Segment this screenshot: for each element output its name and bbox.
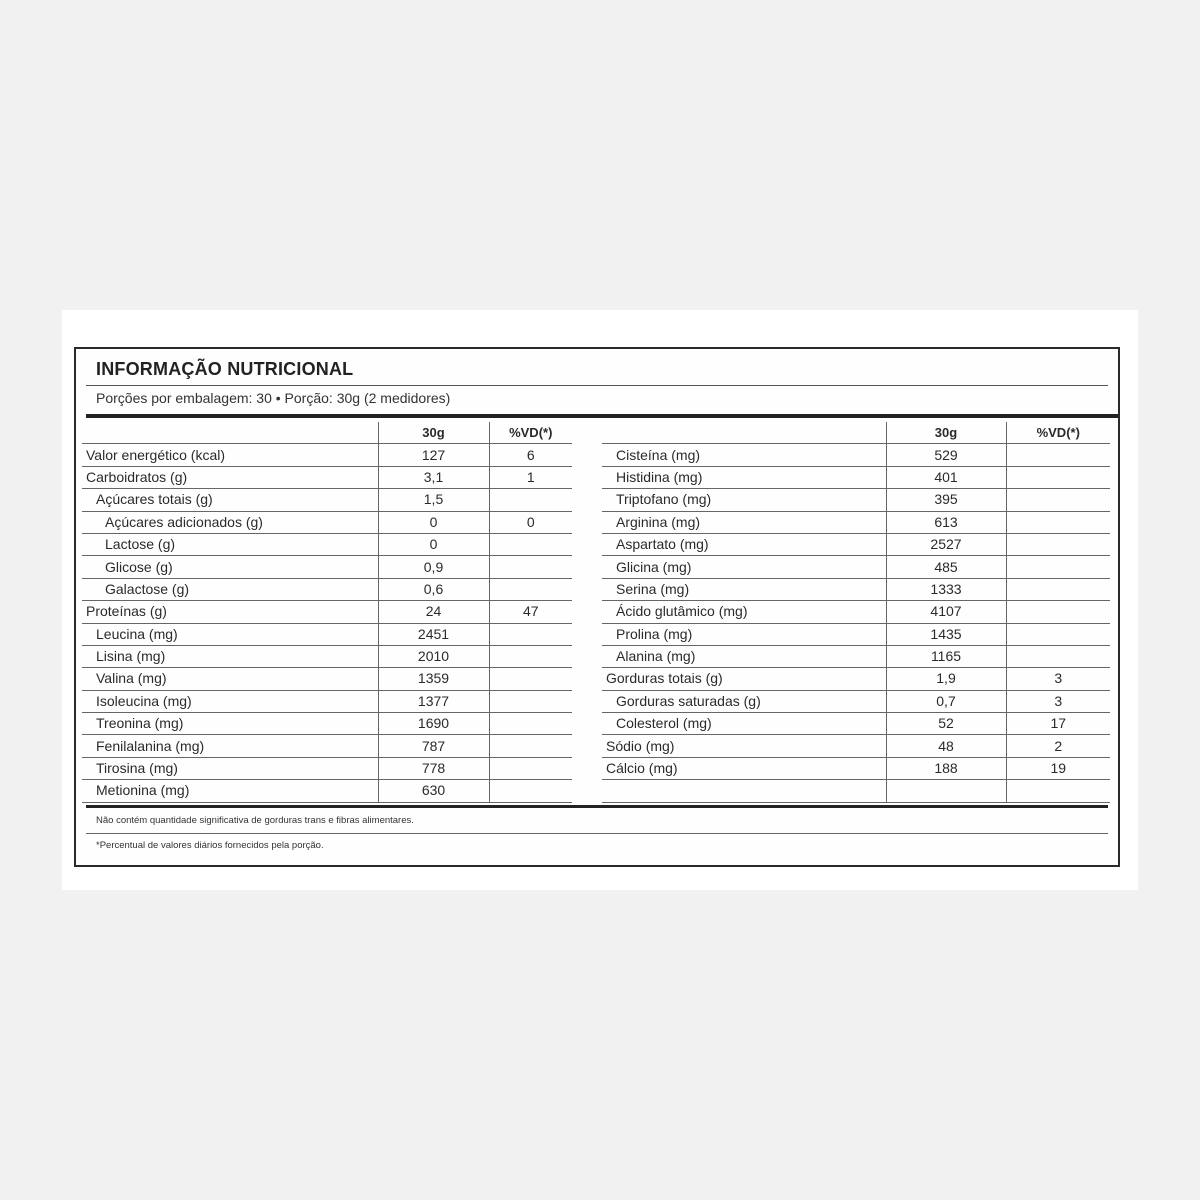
table-row (82, 757, 572, 779)
nutrient-name (602, 780, 886, 802)
nutrient-name: Carboidratos (g) (82, 466, 378, 488)
nutrient-amount: 48 (886, 735, 1006, 757)
nutrient-name: Cálcio (mg) (602, 757, 886, 779)
nutrient-name: Açúcares totais (g) (82, 489, 378, 511)
nutrient-dv: 19 (1006, 757, 1110, 779)
amount-column-header: 30g (886, 422, 1006, 444)
nutrient-dv: 1 (489, 466, 572, 488)
nutrient-dv: 0 (489, 511, 572, 533)
nutrient-amount: 2010 (378, 645, 489, 667)
table-row (602, 668, 1110, 690)
portion-info: Porções por embalagem: 30 • Porção: 30g (2 medidores) (96, 390, 451, 406)
nutrient-amount: 3,1 (378, 466, 489, 488)
nutrient-name: Gorduras saturadas (g) (602, 690, 886, 712)
table-row (82, 533, 572, 555)
nutrient-table-right (602, 422, 1110, 803)
label-title: INFORMAÇÃO NUTRICIONAL (96, 359, 354, 379)
nutrient-amount: 0 (378, 511, 489, 533)
table-row (82, 780, 572, 802)
nutrient-amount: 395 (886, 489, 1006, 511)
nutrient-amount (886, 780, 1006, 802)
nutrient-amount: 2451 (378, 623, 489, 645)
amount-column-header: 30g (378, 422, 489, 444)
nutrient-name: Galactose (g) (82, 578, 378, 600)
nutrient-dv (489, 533, 572, 555)
table-row (602, 444, 1110, 466)
nutrient-amount: 1165 (886, 645, 1006, 667)
nutrient-amount: 4107 (886, 601, 1006, 623)
nutrient-dv (1006, 780, 1110, 802)
nutrient-dv (1006, 578, 1110, 600)
nutrient-amount: 630 (378, 780, 489, 802)
nutrient-amount: 485 (886, 556, 1006, 578)
nutrient-dv (489, 735, 572, 757)
nutrient-dv (1006, 489, 1110, 511)
nutrient-dv (489, 645, 572, 667)
table-row (602, 533, 1110, 555)
nutrient-name: Treonina (mg) (82, 713, 378, 735)
nutrient-amount: 1435 (886, 623, 1006, 645)
table-row (602, 735, 1110, 757)
nutrient-name: Triptofano (mg) (602, 489, 886, 511)
nutrient-amount: 127 (378, 444, 489, 466)
nutrient-name: Ácido glutâmico (mg) (602, 601, 886, 623)
table-row (602, 511, 1110, 533)
table-row (602, 757, 1110, 779)
nutrient-dv (489, 623, 572, 645)
nutrient-dv (489, 690, 572, 712)
nutrient-name: Glicose (g) (82, 556, 378, 578)
nutrient-amount: 24 (378, 601, 489, 623)
nutrient-amount: 613 (886, 511, 1006, 533)
nutrient-dv (1006, 645, 1110, 667)
nutrient-amount: 401 (886, 466, 1006, 488)
nutrient-name: Arginina (mg) (602, 511, 886, 533)
nutrient-amount: 1,5 (378, 489, 489, 511)
table-row (602, 780, 1110, 802)
nutrient-dv (489, 489, 572, 511)
dv-column-header: %VD(*) (1006, 422, 1110, 444)
nutrient-dv (489, 668, 572, 690)
nutrient-name: Lisina (mg) (82, 645, 378, 667)
nutrient-dv: 3 (1006, 668, 1110, 690)
nutrient-amount: 52 (886, 713, 1006, 735)
table-row (602, 556, 1110, 578)
nutrient-name: Alanina (mg) (602, 645, 886, 667)
nutrient-name: Histidina (mg) (602, 466, 886, 488)
nutrient-dv (489, 757, 572, 779)
nutrient-dv (489, 780, 572, 802)
table-row (602, 466, 1110, 488)
table-row (82, 466, 572, 488)
nutrient-name: Tirosina (mg) (82, 757, 378, 779)
nutrient-column-header (82, 422, 378, 444)
nutrient-name: Cisteína (mg) (602, 444, 886, 466)
nutrient-dv (1006, 511, 1110, 533)
nutrient-name: Prolina (mg) (602, 623, 886, 645)
nutrient-dv (1006, 533, 1110, 555)
nutrient-dv (489, 713, 572, 735)
table-row (602, 578, 1110, 600)
nutrient-dv: 47 (489, 601, 572, 623)
nutrient-dv (1006, 444, 1110, 466)
nutrient-dv (489, 578, 572, 600)
nutrient-name: Glicina (mg) (602, 556, 886, 578)
dv-column-header: %VD(*) (489, 422, 572, 444)
table-header-row (602, 422, 1110, 444)
table-row (82, 690, 572, 712)
table-row (82, 444, 572, 466)
footnote-divider (86, 833, 1108, 834)
table-row (602, 690, 1110, 712)
table-row (82, 578, 572, 600)
nutrient-name: Açúcares adicionados (g) (82, 511, 378, 533)
table-row (82, 601, 572, 623)
nutrient-name: Sódio (mg) (602, 735, 886, 757)
nutrient-table-left (82, 422, 572, 803)
nutrient-name: Isoleucina (mg) (82, 690, 378, 712)
nutrient-dv (1006, 601, 1110, 623)
nutrient-amount: 0,9 (378, 556, 489, 578)
nutrient-amount: 0,6 (378, 578, 489, 600)
nutrient-name: Serina (mg) (602, 578, 886, 600)
nutrient-amount: 1377 (378, 690, 489, 712)
nutrient-amount: 1690 (378, 713, 489, 735)
nutrient-name: Valina (mg) (82, 668, 378, 690)
nutrient-dv: 6 (489, 444, 572, 466)
title-divider (86, 385, 1108, 386)
bottom-divider (86, 805, 1108, 808)
nutrient-dv (1006, 556, 1110, 578)
nutrient-name: Colesterol (mg) (602, 713, 886, 735)
nutrition-label (74, 347, 1120, 867)
nutrient-amount: 188 (886, 757, 1006, 779)
nutrient-dv (1006, 623, 1110, 645)
thick-divider (86, 414, 1118, 418)
nutrient-amount: 1,9 (886, 668, 1006, 690)
nutrient-name: Proteínas (g) (82, 601, 378, 623)
footnote-dv: *Percentual de valores diários fornecidos pela porção. (96, 840, 324, 851)
nutrient-name: Fenilalanina (mg) (82, 735, 378, 757)
nutrient-dv (1006, 466, 1110, 488)
nutrient-amount: 529 (886, 444, 1006, 466)
nutrient-name: Lactose (g) (82, 533, 378, 555)
table-row (82, 623, 572, 645)
table-row (82, 668, 572, 690)
nutrient-name: Valor energético (kcal) (82, 444, 378, 466)
table-row (82, 511, 572, 533)
nutrient-amount: 778 (378, 757, 489, 779)
table-row (82, 489, 572, 511)
nutrient-amount: 0 (378, 533, 489, 555)
table-row (602, 623, 1110, 645)
table-row (82, 735, 572, 757)
table-row (602, 601, 1110, 623)
nutrient-dv: 2 (1006, 735, 1110, 757)
nutrient-amount: 0,7 (886, 690, 1006, 712)
nutrient-column-header (602, 422, 886, 444)
table-row (602, 489, 1110, 511)
nutrient-amount: 2527 (886, 533, 1006, 555)
nutrient-dv: 3 (1006, 690, 1110, 712)
nutrient-amount: 787 (378, 735, 489, 757)
table-row (602, 713, 1110, 735)
nutrient-name: Metionina (mg) (82, 780, 378, 802)
nutrient-name: Aspartato (mg) (602, 533, 886, 555)
nutrient-dv: 17 (1006, 713, 1110, 735)
nutrient-name: Leucina (mg) (82, 623, 378, 645)
footnote-trans-fat: Não contém quantidade significativa de gorduras trans e fibras alimentares. (96, 815, 414, 826)
nutrient-amount: 1359 (378, 668, 489, 690)
table-row (82, 645, 572, 667)
nutrient-name: Gorduras totais (g) (602, 668, 886, 690)
table-header-row (82, 422, 572, 444)
nutrient-dv (489, 556, 572, 578)
table-row (82, 713, 572, 735)
nutrient-amount: 1333 (886, 578, 1006, 600)
table-row (82, 556, 572, 578)
table-row (602, 645, 1110, 667)
